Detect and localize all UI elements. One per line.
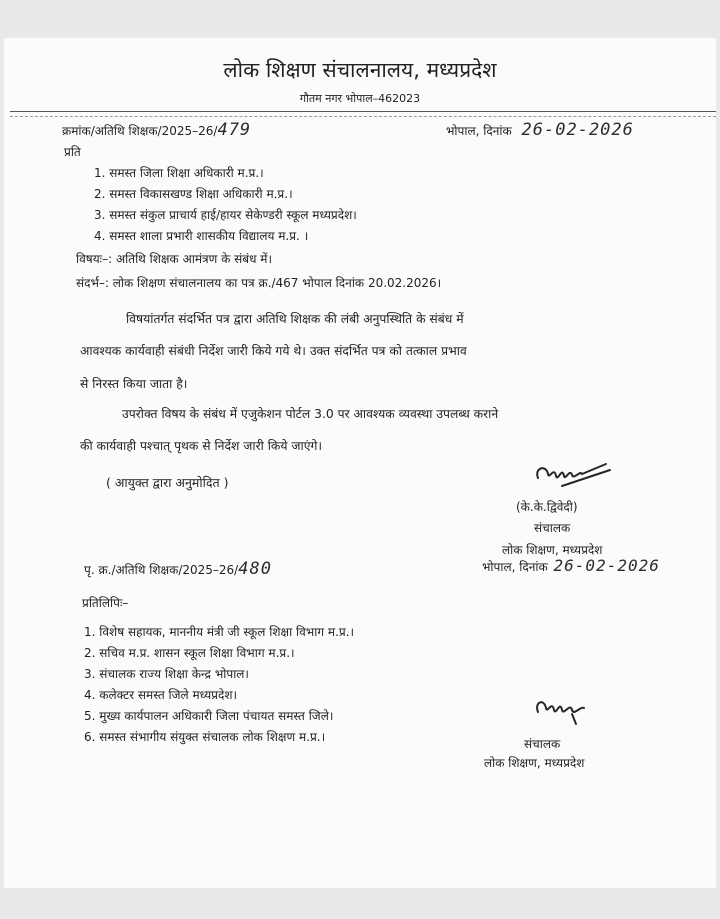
copy-place-date-label: भोपाल, दिनांक xyxy=(482,560,548,574)
header-rule xyxy=(10,111,716,112)
body-para-2-line: की कार्यवाही पश्चात् पृथक से निर्देश जारी किये जाएंगे। xyxy=(80,439,323,453)
body-para-1-line: आवश्यक कार्यवाही संबंधी निर्देश जारी किये गये थे। उक्त संदर्भित पत्र को तत्काल प्रभाव xyxy=(80,344,467,358)
signature-image xyxy=(532,688,592,726)
copy-item: 5. मुख्य कार्यपालन अधिकारी जिला पंचायत समस्त जिले। xyxy=(84,709,334,723)
to-label: प्रति xyxy=(64,145,81,159)
copy-ref-number-handwritten: 480 xyxy=(238,559,272,579)
ref-number-line xyxy=(62,120,251,140)
letter-page xyxy=(4,38,716,888)
office-title: लोक शिक्षण संचालनालय, मध्यप्रदेश xyxy=(223,58,497,82)
signatory-office: लोक शिक्षण, मध्यप्रदेश xyxy=(502,543,603,557)
body-para-1-line: से निरस्त किया जाता है। xyxy=(80,377,188,391)
approval-note: ( आयुक्त द्वारा अनुमोदित ) xyxy=(106,475,229,490)
copy-item: 1. विशेष सहायक, माननीय मंत्री जी स्कूल शिक्षा विभाग म.प्र.। xyxy=(84,625,355,639)
office-address: गौतम नगर भोपाल–462023 xyxy=(299,92,421,105)
date-handwritten: 26-02-2026 xyxy=(521,120,634,140)
copy-ref-prefix: पृ. क्र./अतिथि शिक्षक/2025–26/ xyxy=(84,563,239,577)
place-date-label: भोपाल, दिनांक xyxy=(446,124,512,138)
body-para-2-line: उपरोक्त विषय के संबंध में एजुकेशन पोर्टल 3.0 पर आवश्यक व्यवस्था उपलब्ध कराने xyxy=(122,407,499,421)
subject-line: विषयः–: अतिथि शिक्षक आमंत्रण के संबंध में। xyxy=(76,252,273,266)
recipient-item: 2. समस्त विकासखण्ड शिक्षा अधिकारी म.प्र.। xyxy=(94,187,293,201)
recipient-item: 1. समस्त जिला शिक्षा अधिकारी म.प्र.। xyxy=(94,166,264,180)
copy-to-label: प्रतिलिपिः– xyxy=(82,596,129,610)
body-para-1-line: विषयांतर्गत संदर्भित पत्र द्वारा अतिथि शिक्षक की लंबी अनुपस्थिति के संबंध में xyxy=(126,312,464,326)
signature-image xyxy=(532,456,614,496)
reference-line: संदर्भ–: लोक शिक्षण संचालनालय का पत्र क्र./467 भोपाल दिनांक 20.02.2026। xyxy=(76,276,442,290)
copy-item: 2. सचिव म.प्र. शासन स्कूल शिक्षा विभाग म.प्र.। xyxy=(84,646,295,660)
copy-item: 4. कलेक्टर समस्त जिले मध्यप्रदेश। xyxy=(84,688,238,702)
copy-date-handwritten: 26-02-2026 xyxy=(553,556,660,575)
copy-place-date-line xyxy=(482,556,660,575)
ref-number-handwritten: 479 xyxy=(217,120,252,140)
header-rule-lower xyxy=(10,116,716,117)
copy-item: 6. समस्त संभागीय संयुक्त संचालक लोक शिक्षण म.प्र.। xyxy=(84,730,326,744)
copy-item: 3. संचालक राज्य शिक्षा केन्द्र भोपाल। xyxy=(84,667,249,681)
ref-prefix: क्रमांक/अतिथि शिक्षक/2025–26/ xyxy=(62,124,218,138)
copy-ref-number-line xyxy=(84,559,272,579)
recipient-item: 3. समस्त संकुल प्राचार्य हाई/हायर सेकेण्डरी स्कूल मध्यप्रदेश। xyxy=(94,208,357,222)
copy-signatory-office: लोक शिक्षण, मध्यप्रदेश xyxy=(484,756,585,770)
recipient-item: 4. समस्त शाला प्रभारी शासकीय विद्यालय म.प्र. । xyxy=(94,229,309,243)
signatory-name: (के.के.द्विवेदी) xyxy=(516,500,578,514)
place-date-line xyxy=(446,120,634,140)
copy-signatory-post: संचालक xyxy=(524,737,561,751)
signatory-post: संचालक xyxy=(534,521,571,535)
